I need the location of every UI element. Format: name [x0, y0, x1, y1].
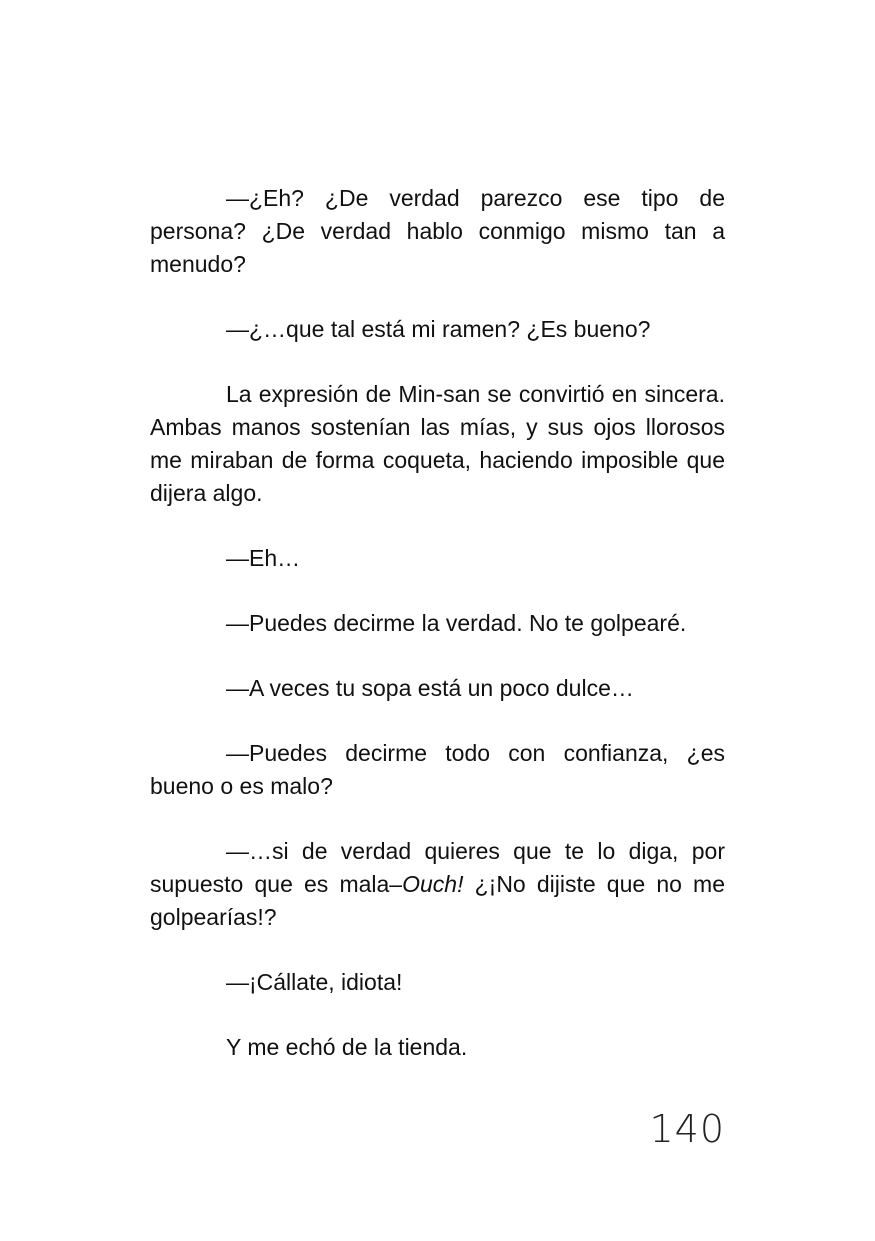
paragraph-dialogue-4: —Puedes decirme la verdad. No te golpearé. — [226, 610, 687, 636]
paragraph-narration-1: La expresión de Min-san se convirtió en sincera. Ambas manos sostenían las mías, y sus ojos llorosos me miraban de forma coqueta, haciendo imposible que dijera algo. — [150, 381, 725, 506]
paragraph-dialogue-1: —¿Eh? ¿De verdad parezco ese tipo de persona? ¿De verdad hablo conmigo mismo tan a menudo? — [150, 185, 725, 277]
page-body — [150, 182, 725, 1096]
paragraph-narration-2: Y me echó de la tienda. — [226, 1034, 468, 1060]
paragraph-dialogue-5: —A veces tu sopa está un poco dulce… — [226, 675, 634, 701]
paragraph-dialogue-7-text: —…si de verdad quieres que te lo diga, por supuesto que es mala– — [150, 838, 725, 897]
paragraph-dialogue-7-text-end: ¿¡No dijiste que no me golpearías!? — [150, 871, 725, 930]
paragraph-dialogue-7 — [150, 835, 725, 934]
paragraph-dialogue-8: —¡Cállate, idiota! — [226, 969, 403, 995]
paragraph-dialogue-6: —Puedes decirme todo con confianza, ¿es bueno o es malo? — [150, 740, 725, 799]
paragraph-dialogue-3: —Eh… — [226, 545, 301, 571]
paragraph-dialogue-2: —¿…que tal está mi ramen? ¿Es bueno? — [226, 316, 651, 342]
paragraph-dialogue-7-italic: Ouch! — [402, 871, 464, 897]
page-number: 140 — [649, 1107, 725, 1151]
